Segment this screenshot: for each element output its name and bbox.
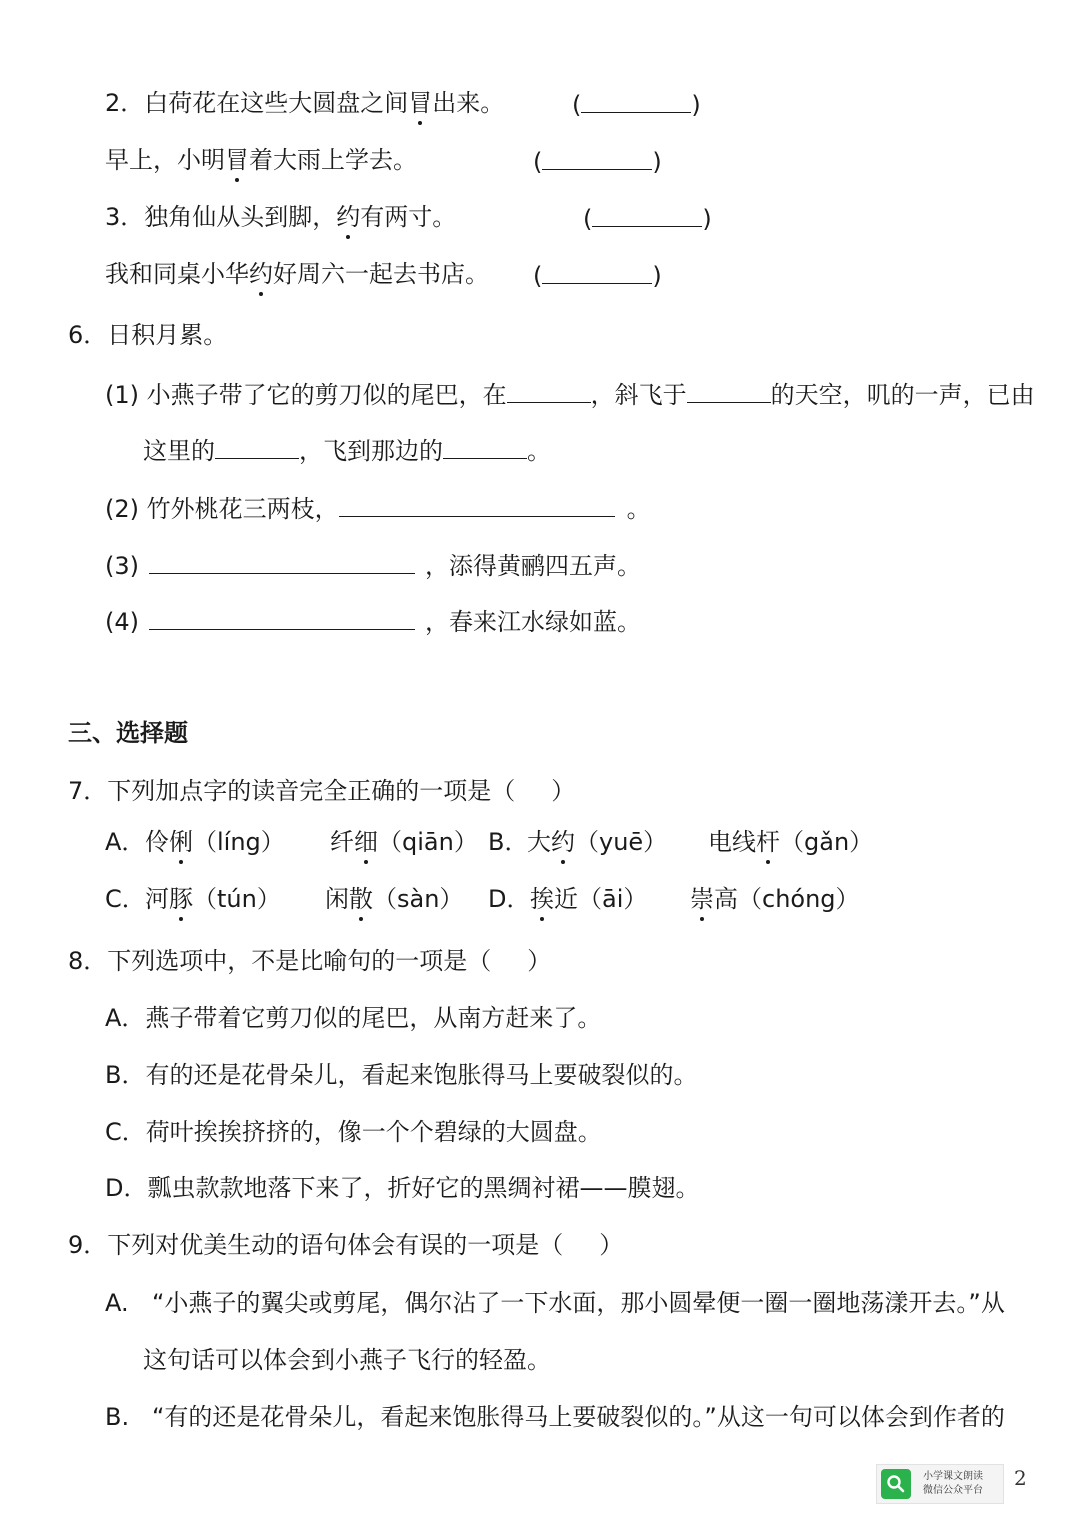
q8-stem: 8．下列选项中，不是比喻句的一项是（ ） xyxy=(68,947,552,975)
q6-sentence-2: (2) 竹外桃花三两枝， 。 xyxy=(105,490,651,526)
dotted-char: 约 xyxy=(336,200,360,234)
vocab-line-4 xyxy=(105,257,489,291)
q7-option-d2: 崇高（chóng） xyxy=(690,882,860,916)
q7-option-b1: 大约（yuē） xyxy=(527,825,667,859)
vocab-text: 早上，小明 xyxy=(105,146,225,174)
fill-blank[interactable] xyxy=(149,603,415,630)
q9-option-a-label[interactable]: A. xyxy=(105,1289,129,1317)
q6-title: 6．日积月累。 xyxy=(68,321,228,349)
dotted-char: 冒 xyxy=(225,143,249,177)
search-icon xyxy=(881,1469,911,1499)
dotted-char: 杆 xyxy=(756,825,780,859)
q6-sentence-1: (1) 小燕子带了它的剪刀似的尾巴，在 ，斜飞于 的天空，叽的一声，已由 xyxy=(105,376,1035,412)
q8-option-b[interactable]: B．有的还是花骨朵儿，看起来饱胀得马上要破裂似的。 xyxy=(105,1061,698,1089)
fill-blank[interactable] xyxy=(507,376,591,403)
wechat-badge[interactable] xyxy=(876,1464,1004,1504)
q8-option-a[interactable]: A．燕子带着它剪刀似的尾巴，从南方赶来了。 xyxy=(105,1004,602,1032)
q6-sentence-1-cont: 这里的 ，飞到那边的 。 xyxy=(143,432,551,468)
q7-option-c2: 闲散（sàn） xyxy=(325,882,463,916)
dotted-char: 俐 xyxy=(169,825,193,859)
vocab-text: 着大雨上学去。 xyxy=(249,146,417,174)
q9-option-b-label[interactable]: B. xyxy=(105,1403,130,1431)
vocab-text: 好周六一起去书店。 xyxy=(273,260,489,288)
fill-blank[interactable] xyxy=(215,432,299,459)
q7-option-d-label[interactable]: D． xyxy=(488,885,531,913)
q7-option-b-label[interactable]: B． xyxy=(488,828,529,856)
q6-sentence-3: (3) ，添得黄鹂四五声。 xyxy=(105,547,641,583)
dotted-char: 约 xyxy=(249,257,273,291)
answer-blank[interactable] xyxy=(592,200,702,227)
answer-blank[interactable] xyxy=(542,143,652,170)
fill-blank[interactable] xyxy=(687,376,771,403)
q9-option-a-cont: 这句话可以体会到小燕子飞行的轻盈。 xyxy=(143,1346,551,1374)
answer-blank[interactable] xyxy=(581,86,691,113)
vocab-text: 3．独角仙从头到脚， xyxy=(105,203,337,231)
q7-option-c1: 河豚（tún） xyxy=(145,882,281,916)
vocab-text: 我和同桌小华 xyxy=(105,260,249,288)
answer-slot-1[interactable]: ( ) xyxy=(572,86,701,122)
answer-slot-3[interactable]: ( ) xyxy=(583,200,712,236)
answer-slot-2[interactable]: ( ) xyxy=(533,143,662,179)
dotted-char: 散 xyxy=(349,882,373,916)
answer-slot-4[interactable]: ( ) xyxy=(533,257,662,293)
dotted-char: 崇 xyxy=(690,882,714,916)
q7-option-b2: 电线杆（gǎn） xyxy=(708,825,873,859)
q7-option-c-label[interactable]: C． xyxy=(105,885,146,913)
section-title: 三、选择题 xyxy=(68,719,188,747)
q7-option-a-label[interactable]: A． xyxy=(105,828,146,856)
fill-blank[interactable] xyxy=(443,432,527,459)
q9-option-b-text: “有的还是花骨朵儿，看起来饱胀得马上要破裂似的。”从这一句可以体会到作者的 xyxy=(152,1403,1005,1431)
q9-option-a-text: “小燕子的翼尖或剪尾，偶尔沾了一下水面，那小圆晕便一圈一圈地荡漾开去。”从 xyxy=(152,1289,1005,1317)
q7-option-a1: 伶俐（líng） xyxy=(145,825,285,859)
vocab-text: 有两寸。 xyxy=(360,203,457,231)
badge-line-2: 微信公众平台 xyxy=(923,1485,983,1496)
fill-blank[interactable] xyxy=(339,490,615,517)
dotted-char: 挨 xyxy=(530,882,554,916)
vocab-line-1 xyxy=(105,86,504,120)
q7-stem: 7．下列加点字的读音完全正确的一项是（ ） xyxy=(68,777,576,805)
vocab-line-2 xyxy=(105,143,417,177)
page-number: 2 xyxy=(1014,1466,1027,1490)
badge-line-1: 小学课文朗读 xyxy=(923,1471,983,1482)
dotted-char: 约 xyxy=(551,825,575,859)
dotted-char: 冒 xyxy=(408,86,432,120)
q8-option-d[interactable]: D．瓢虫款款地落下来了，折好它的黑绸衬裙——膜翅。 xyxy=(105,1174,700,1202)
fill-blank[interactable] xyxy=(149,547,415,574)
q8-option-c[interactable]: C．荷叶挨挨挤挤的，像一个个碧绿的大圆盘。 xyxy=(105,1118,602,1146)
q6-sentence-4: (4) ，春来江水绿如蓝。 xyxy=(105,603,641,639)
q9-stem: 9．下列对优美生动的语句体会有误的一项是（ ） xyxy=(68,1231,624,1259)
vocab-text: 出来。 xyxy=(432,89,505,117)
vocab-line-3 xyxy=(105,200,456,234)
answer-blank[interactable] xyxy=(542,257,652,284)
dotted-char: 细 xyxy=(354,825,378,859)
vocab-text: 2．白荷花在这些大圆盘之间 xyxy=(105,89,409,117)
dotted-char: 豚 xyxy=(169,882,193,916)
q7-option-a2: 纤细（qiān） xyxy=(330,825,478,859)
q7-option-d1: 挨近（āi） xyxy=(530,882,647,916)
